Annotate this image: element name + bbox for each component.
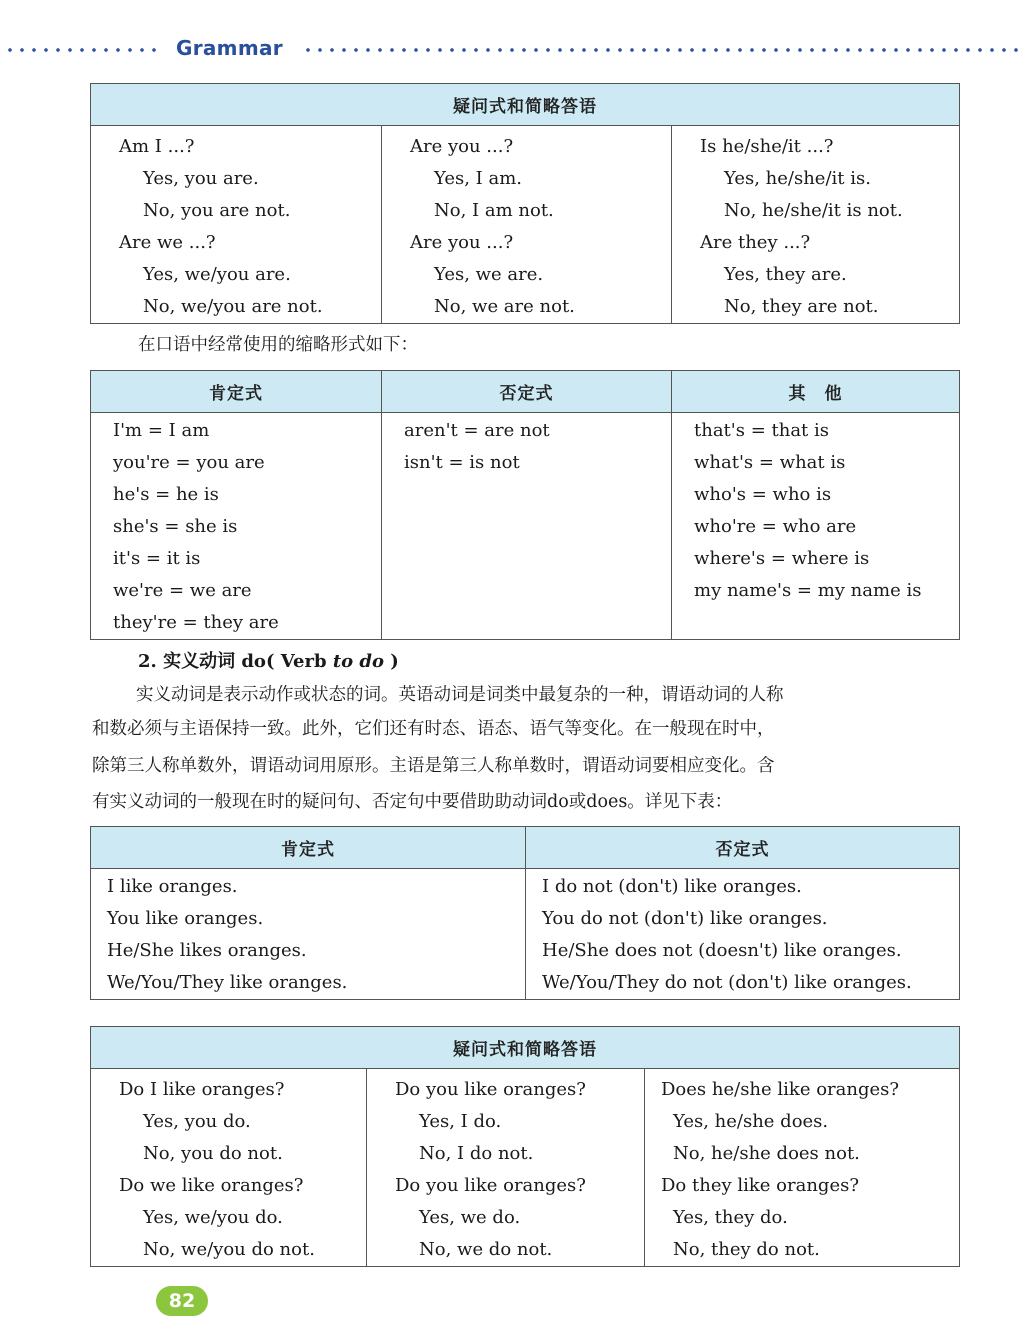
answer-line: Yes, we do. bbox=[419, 1207, 521, 1228]
intro-line: 在口语中经常使用的缩略形式如下： bbox=[138, 335, 418, 355]
header-dots-right bbox=[302, 48, 1020, 52]
question-line: Do we like oranges? bbox=[119, 1175, 304, 1196]
answer-line: No, I am not. bbox=[434, 200, 554, 221]
table-column bbox=[91, 126, 382, 324]
answer-line: Yes, I am. bbox=[434, 168, 523, 189]
contraction-line: what's = what is bbox=[694, 452, 846, 473]
sentence-line: He/She does not (doesn't) like oranges. bbox=[542, 940, 902, 961]
table-column bbox=[91, 869, 526, 1000]
table-column bbox=[672, 413, 960, 640]
contraction-line: where's = where is bbox=[694, 548, 870, 569]
question-line: Are we ...? bbox=[119, 232, 216, 253]
contraction-line: isn't = is not bbox=[404, 452, 520, 473]
contraction-line: I'm = I am bbox=[113, 420, 210, 441]
section-title-en-suffix: ) bbox=[384, 651, 399, 672]
answer-line: No, you do not. bbox=[143, 1143, 283, 1164]
answer-line: Yes, we/you are. bbox=[143, 264, 291, 285]
answer-line: Yes, they do. bbox=[673, 1207, 788, 1228]
page-header bbox=[0, 36, 1024, 62]
question-line: Do you like oranges? bbox=[395, 1079, 586, 1100]
page-number: 82 bbox=[156, 1286, 208, 1316]
table-column bbox=[91, 1069, 367, 1267]
contraction-line: it's = it is bbox=[113, 548, 201, 569]
header-negative: 否定式 bbox=[382, 371, 672, 413]
answer-line: Yes, he/she/it is. bbox=[724, 168, 871, 189]
contraction-line: who're = who are bbox=[694, 516, 857, 537]
contraction-line: she's = she is bbox=[113, 516, 238, 537]
answer-line: No, we/you do not. bbox=[143, 1239, 315, 1260]
table-be-questions bbox=[90, 83, 960, 324]
header-affirmative: 肯定式 bbox=[91, 827, 526, 869]
table-column bbox=[91, 413, 382, 640]
table-contractions bbox=[90, 370, 960, 640]
question-line: Does he/she like oranges? bbox=[661, 1079, 900, 1100]
section-title bbox=[138, 647, 399, 673]
table-title: 疑问式和简略答语 bbox=[91, 84, 960, 126]
section-number: 2. bbox=[138, 651, 157, 672]
table-do-forms bbox=[90, 826, 960, 1000]
contraction-line: who's = who is bbox=[694, 484, 832, 505]
sentence-line: I do not (don't) like oranges. bbox=[542, 876, 802, 897]
answer-line: Yes, they are. bbox=[724, 264, 847, 285]
answer-line: No, I do not. bbox=[419, 1143, 534, 1164]
header-dots-left bbox=[4, 48, 164, 52]
answer-line: Yes, he/she does. bbox=[673, 1111, 829, 1132]
answer-line: Yes, you do. bbox=[143, 1111, 251, 1132]
header-negative: 否定式 bbox=[526, 827, 960, 869]
question-line: Are you ...? bbox=[410, 232, 514, 253]
answer-line: Yes, I do. bbox=[419, 1111, 502, 1132]
contraction-line: aren't = are not bbox=[404, 420, 550, 441]
table-column bbox=[526, 869, 960, 1000]
answer-line: No, they do not. bbox=[673, 1239, 820, 1260]
answer-line: No, he/she/it is not. bbox=[724, 200, 903, 221]
section-title-cn: 实义动词 do bbox=[163, 651, 266, 672]
sentence-line: We/You/They like oranges. bbox=[107, 972, 348, 993]
question-line: Are you ...? bbox=[410, 136, 514, 157]
answer-line: Yes, we are. bbox=[434, 264, 544, 285]
table-column bbox=[382, 413, 672, 640]
question-line: Am I ...? bbox=[119, 136, 195, 157]
contraction-line: he's = he is bbox=[113, 484, 219, 505]
table-title: 疑问式和简略答语 bbox=[91, 1027, 960, 1069]
answer-line: No, you are not. bbox=[143, 200, 291, 221]
answer-line: No, they are not. bbox=[724, 296, 879, 317]
header-other: 其 他 bbox=[672, 371, 960, 413]
contraction-line: we're = we are bbox=[113, 580, 252, 601]
sentence-line: He/She likes oranges. bbox=[107, 940, 307, 961]
sentence-line: I like oranges. bbox=[107, 876, 238, 897]
answer-line: Yes, you are. bbox=[143, 168, 259, 189]
question-line: Do they like oranges? bbox=[661, 1175, 859, 1196]
table-column bbox=[645, 1069, 960, 1267]
header-affirmative: 肯定式 bbox=[91, 371, 382, 413]
question-line: Are they ...? bbox=[700, 232, 811, 253]
answer-line: No, we do not. bbox=[419, 1239, 553, 1260]
question-line: Is he/she/it ...? bbox=[700, 136, 834, 157]
contraction-line: you're = you are bbox=[113, 452, 265, 473]
table-column bbox=[367, 1069, 645, 1267]
header-title: Grammar bbox=[176, 36, 283, 60]
paragraph-line: 有实义动词的一般现在时的疑问句、否定句中要借助助动词do或does。详见下表： bbox=[92, 792, 733, 812]
answer-line: No, he/she does not. bbox=[673, 1143, 860, 1164]
contraction-line: they're = they are bbox=[113, 612, 279, 633]
answer-line: Yes, we/you do. bbox=[143, 1207, 283, 1228]
sentence-line: We/You/They do not (don't) like oranges. bbox=[542, 972, 912, 993]
answer-line: No, we/you are not. bbox=[143, 296, 323, 317]
question-line: Do I like oranges? bbox=[119, 1079, 285, 1100]
paragraph-line: 除第三人称单数外，谓语动词用原形。主语是第三人称单数时，谓语动词要相应变化。含 bbox=[92, 756, 775, 776]
contraction-line: that's = that is bbox=[694, 420, 830, 441]
section-title-en-prefix: ( Verb bbox=[265, 651, 333, 672]
answer-line: No, we are not. bbox=[434, 296, 575, 317]
paragraph-line: 实义动词是表示动作或状态的词。英语动词是词类中最复杂的一种，谓语动词的人称 bbox=[136, 685, 784, 705]
sentence-line: You like oranges. bbox=[107, 908, 264, 929]
section-title-en-italic: to do bbox=[332, 651, 385, 672]
table-column bbox=[382, 126, 672, 324]
question-line: Do you like oranges? bbox=[395, 1175, 586, 1196]
paragraph-line: 和数必须与主语保持一致。此外，它们还有时态、语态、语气等变化。在一般现在时中， bbox=[92, 719, 775, 739]
table-do-questions bbox=[90, 1026, 960, 1267]
sentence-line: You do not (don't) like oranges. bbox=[542, 908, 828, 929]
table-column bbox=[672, 126, 960, 324]
contraction-line: my name's = my name is bbox=[694, 580, 922, 601]
